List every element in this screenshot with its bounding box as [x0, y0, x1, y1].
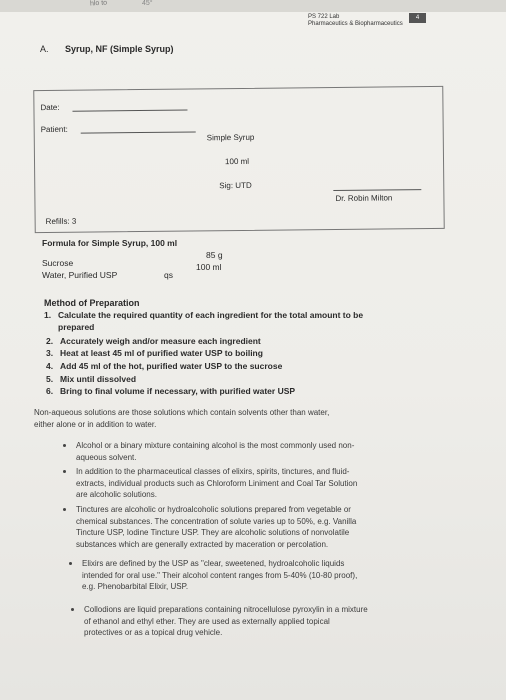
method-step — [44, 310, 363, 320]
bullet-item — [76, 440, 354, 463]
page-number-badge: 4 — [409, 13, 426, 23]
bullet-dot — [71, 608, 74, 611]
handwritten-angle: 45° — [142, 0, 153, 7]
bullet-line: Elixirs are defined by the USP as "clear, sweetened, hydroalcoholic liquids — [82, 559, 345, 568]
drug-name: Simple Syrup — [206, 132, 255, 143]
formula-amount-0: 85 g — [206, 250, 223, 260]
step-text: Add 45 ml of the hot, purified water USP to the sucrose — [60, 361, 283, 371]
bullet-dot — [69, 562, 72, 565]
step-text: Mix until dissolved — [60, 374, 137, 384]
formula-qs-1: qs — [164, 270, 173, 280]
step-text: Accurately weigh and/or measure each ingredient — [60, 336, 261, 346]
refills: Refills: 3 — [45, 216, 77, 227]
intro-line: Non-aqueous solutions are those solutions which contain solvents other than water, — [34, 408, 330, 417]
bullet-line: Tincture USP, Iodine Tincture USP. They are alcoholic solutions of nonvolatile — [76, 528, 350, 537]
bullet-line: Tinctures are alcoholic or hydroalcoholic solutions prepared from vegetable or — [76, 505, 351, 514]
patient-line — [81, 131, 196, 133]
bullet-line: extracts, individual products such as Chloroform Liniment and Coal Tar Solution — [76, 478, 358, 488]
bullet-item — [82, 558, 357, 593]
step-number: 3. — [46, 348, 54, 358]
formula-ingredient-1: Water, Purified USP — [42, 270, 118, 280]
date-line — [72, 110, 187, 112]
bullet-line: of ethanol and ethyl ether. They are used as externally applied topical — [84, 616, 330, 626]
course-name: Pharmaceutics & Biopharmaceutics — [308, 21, 403, 27]
formula-ingredient-0: Sucrose — [42, 258, 74, 268]
method-step — [46, 361, 282, 371]
date-label: Date: — [40, 102, 60, 113]
signature-line — [333, 189, 421, 191]
method-step — [46, 386, 295, 396]
bullet-dot — [63, 444, 66, 447]
patient-label: Patient: — [40, 124, 68, 135]
bullet-dot — [63, 470, 66, 473]
bullet-line: Alcohol or a binary mixture containing alcohol is the most commonly used non- — [76, 441, 355, 450]
method-title: Method of Preparation — [44, 298, 140, 308]
step-number: 4. — [46, 361, 54, 371]
drug-quantity: 100 ml — [224, 156, 250, 167]
bullet-item — [84, 604, 368, 639]
step-number: 2. — [46, 336, 54, 346]
step-number: 6. — [46, 386, 54, 396]
bullet-item — [76, 504, 356, 550]
section-heading — [40, 44, 174, 54]
bullet-line: are alcoholic solutions. — [76, 490, 157, 499]
step-text: Calculate the required quantity of each ingredient for the total amount to be — [58, 310, 364, 320]
course-code: PS 722 Lab — [308, 14, 340, 20]
bullet-line: e.g. Phenobarbital Elixir, USP. — [82, 582, 189, 591]
section-title: Syrup, NF (Simple Syrup) — [65, 44, 174, 54]
formula-title: Formula for Simple Syrup, 100 ml — [42, 238, 178, 248]
method-step — [46, 336, 261, 346]
prescriber-name: Dr. Robin Milton — [335, 193, 393, 203]
method-step — [46, 348, 263, 358]
top-edge — [0, 0, 506, 12]
handwritten-note: hlo to — [89, 0, 108, 8]
prescription-box — [33, 86, 444, 233]
step-text: Bring to final volume if necessary, with purified water USP — [60, 386, 296, 396]
step-number: 1. — [44, 310, 52, 320]
step-text: Heat at least 45 ml of purified water USP to boiling — [60, 348, 263, 358]
bullet-line: Collodions are liquid preparations containing nitrocellulose pyroxylin in a mixture — [84, 605, 368, 614]
bullet-line: protectives or as a topical drug vehicle. — [84, 628, 223, 637]
bullet-line: substances which are generally extracted by maceration or percolation. — [76, 539, 329, 549]
method-step — [46, 374, 136, 384]
bullet-line: intended for oral use." Their alcohol content ranges from 5-40% (10-80 proof), — [82, 570, 358, 580]
sig-directions: Sig: UTD — [219, 180, 252, 191]
formula-amount-1: 100 ml — [196, 262, 222, 272]
course-header — [308, 14, 420, 28]
bullet-line: In addition to the pharmaceutical classes of elixirs, spirits, tinctures, and fluid- — [76, 467, 350, 476]
method-step-cont: prepared — [58, 322, 95, 332]
bullet-line: aqueous solvent. — [76, 452, 137, 462]
step-number: 5. — [46, 374, 54, 384]
section-letter: A. — [40, 44, 49, 54]
bullet-item — [76, 466, 357, 501]
intro-line: either alone or in addition to water. — [34, 420, 157, 429]
bullet-dot — [63, 508, 66, 511]
bullet-line: chemical substances. The concentration of solute varies up to 50%, e.g. Vanilla — [76, 516, 357, 526]
